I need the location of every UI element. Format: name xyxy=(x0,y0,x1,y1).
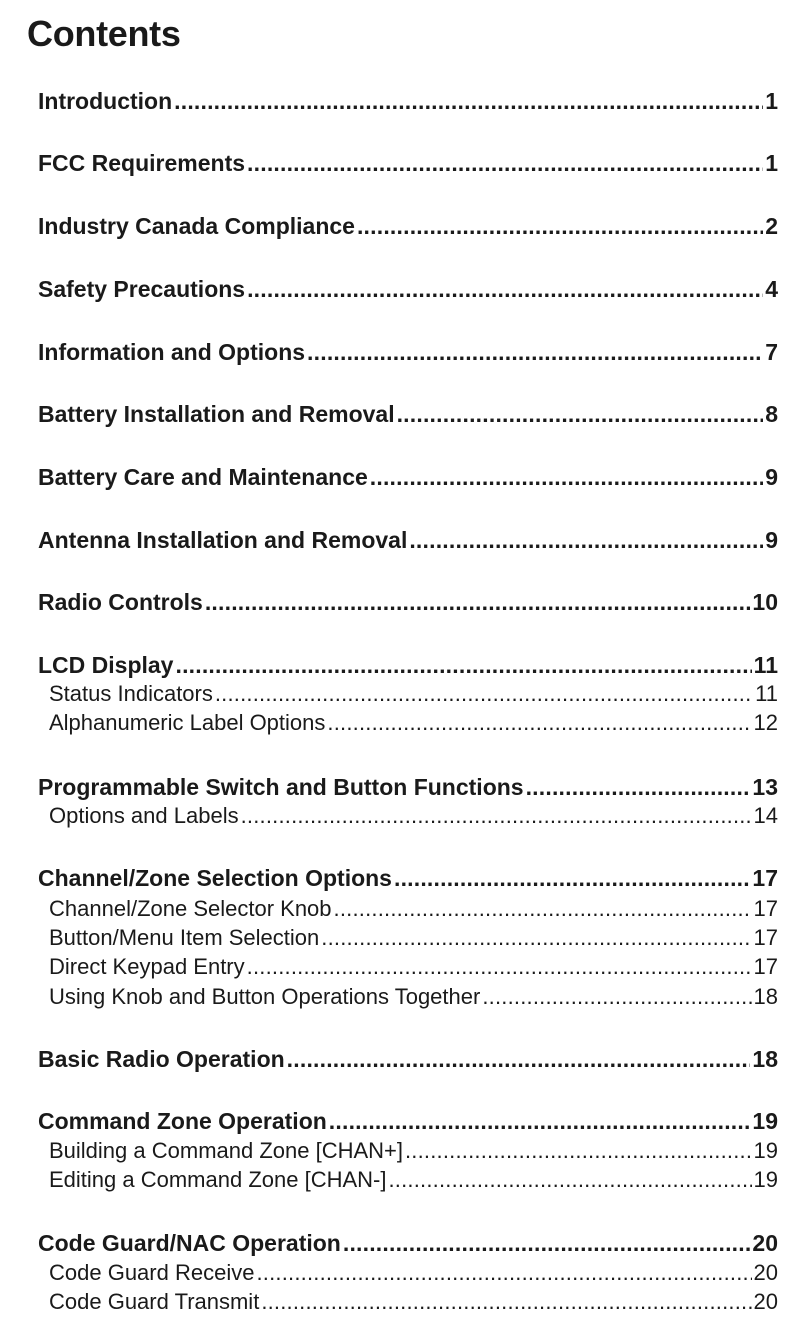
toc-entry-page: 9 xyxy=(765,464,778,490)
toc-subentry-label: Alphanumeric Label Options xyxy=(49,710,326,735)
toc-subentry-code-guard-transmit[interactable] xyxy=(49,1287,778,1316)
page-title: Contents xyxy=(27,13,181,54)
toc-entry-programmable-switch[interactable] xyxy=(38,772,778,802)
toc-subentry-label: Code Guard Receive xyxy=(49,1260,255,1285)
toc-subentry-page: 19 xyxy=(753,1138,778,1163)
toc-entry-lcd-display[interactable] xyxy=(38,650,778,680)
toc-entry-label: Radio Controls xyxy=(38,589,203,615)
toc-subentry-page: 17 xyxy=(753,925,778,950)
toc-entry-label: Basic Radio Operation xyxy=(38,1046,285,1072)
toc-subentry-code-guard-receive[interactable] xyxy=(49,1258,778,1287)
toc-entry-page: 11 xyxy=(753,652,778,678)
dot-leader xyxy=(175,650,751,680)
toc-entry-page: 1 xyxy=(765,150,778,176)
dot-leader xyxy=(241,801,752,830)
toc-subentry-label: Direct Keypad Entry xyxy=(49,954,245,979)
toc-entry-safety-precautions[interactable] xyxy=(38,274,778,304)
toc-entry-page: 7 xyxy=(765,339,778,365)
toc-entry-introduction[interactable] xyxy=(38,86,778,116)
dot-leader xyxy=(247,952,752,981)
toc-entry-page: 17 xyxy=(752,865,778,891)
dot-leader xyxy=(205,587,751,617)
toc-entry-page: 8 xyxy=(765,401,778,427)
dot-leader xyxy=(482,982,751,1011)
dot-leader xyxy=(287,1044,751,1074)
dot-leader xyxy=(394,863,750,893)
toc-entry-label: FCC Requirements xyxy=(38,150,246,176)
dot-leader xyxy=(247,274,763,304)
toc-entry-basic-radio-operation[interactable] xyxy=(38,1044,778,1074)
toc-entry-code-guard[interactable] xyxy=(38,1228,778,1258)
toc-subentry-label: Using Knob and Button Operations Together xyxy=(49,984,481,1009)
dot-leader xyxy=(334,894,752,923)
toc-entry-page: 13 xyxy=(752,774,778,800)
dot-leader xyxy=(409,525,763,555)
toc-entry-page: 9 xyxy=(765,527,778,553)
toc-subentry-knob-button-together[interactable] xyxy=(49,982,778,1011)
toc-subentry-label: Button/Menu Item Selection xyxy=(49,925,320,950)
toc-entry-label: Channel/Zone Selection Options xyxy=(38,865,392,891)
toc-subentry-page: 20 xyxy=(753,1289,778,1314)
dot-leader xyxy=(261,1287,751,1316)
toc-entry-label: Introduction xyxy=(38,88,173,114)
dot-leader xyxy=(343,1228,751,1258)
toc-entry-label: Command Zone Operation xyxy=(38,1108,327,1134)
toc-subentry-direct-keypad[interactable] xyxy=(49,952,778,981)
toc-subentry-selector-knob[interactable] xyxy=(49,894,778,923)
toc-subentry-editing-command-zone[interactable] xyxy=(49,1165,778,1194)
toc-subentry-label: Status Indicators xyxy=(49,681,213,706)
toc-entry-label: Battery Care and Maintenance xyxy=(38,464,368,490)
dot-leader xyxy=(247,148,763,178)
dot-leader xyxy=(215,679,753,708)
toc-entry-page: 19 xyxy=(752,1108,778,1134)
dot-leader xyxy=(370,462,763,492)
toc-subentry-page: 20 xyxy=(753,1260,778,1285)
toc-entry-information-options[interactable] xyxy=(38,337,778,367)
dot-leader xyxy=(174,86,763,116)
toc-subentry-page: 17 xyxy=(753,896,778,921)
toc-subentry-label: Channel/Zone Selector Knob xyxy=(49,896,332,921)
toc-subentry-page: 18 xyxy=(753,984,778,1009)
toc-entry-antenna[interactable] xyxy=(38,525,778,555)
toc-entry-label: Battery Installation and Removal xyxy=(38,401,395,427)
dot-leader xyxy=(397,399,764,429)
toc-subentry-button-menu[interactable] xyxy=(49,923,778,952)
dot-leader xyxy=(307,337,763,367)
dot-leader xyxy=(388,1165,751,1194)
dot-leader xyxy=(327,708,751,737)
toc-subentry-alphanumeric-label[interactable] xyxy=(49,708,778,737)
dot-leader xyxy=(526,772,751,802)
toc-subentry-status-indicators[interactable] xyxy=(49,679,778,708)
toc-entry-channel-zone-selection[interactable] xyxy=(38,863,778,893)
toc-subentry-page: 11 xyxy=(755,681,778,706)
toc-entry-fcc-requirements[interactable] xyxy=(38,148,778,178)
toc-entry-label: Industry Canada Compliance xyxy=(38,213,355,239)
toc-entry-label: Information and Options xyxy=(38,339,306,365)
dot-leader xyxy=(405,1136,752,1165)
toc-entry-label: Antenna Installation and Removal xyxy=(38,527,408,553)
toc-entry-label: Code Guard/NAC Operation xyxy=(38,1230,341,1256)
toc-subentry-label: Building a Command Zone [CHAN+] xyxy=(49,1138,403,1163)
dot-leader xyxy=(321,923,751,952)
toc-entry-page: 20 xyxy=(752,1230,778,1256)
toc-subentry-label: Options and Labels xyxy=(49,803,239,828)
dot-leader xyxy=(357,211,763,241)
toc-subentry-page: 19 xyxy=(753,1167,778,1192)
toc-entry-label: LCD Display xyxy=(38,652,174,678)
toc-entry-page: 18 xyxy=(752,1046,778,1072)
toc-entry-command-zone[interactable] xyxy=(38,1106,778,1136)
toc-subentry-label: Code Guard Transmit xyxy=(49,1289,260,1314)
dot-leader xyxy=(256,1258,751,1287)
toc-entry-page: 4 xyxy=(765,276,778,302)
toc-entry-battery-installation[interactable] xyxy=(38,399,778,429)
toc-subentry-building-command-zone[interactable] xyxy=(49,1136,778,1165)
toc-subentry-page: 17 xyxy=(753,954,778,979)
toc-subentry-options-labels[interactable] xyxy=(49,801,778,830)
toc-entry-radio-controls[interactable] xyxy=(38,587,778,617)
toc-entry-page: 10 xyxy=(752,589,778,615)
dot-leader xyxy=(329,1106,751,1136)
toc-subentry-page: 14 xyxy=(753,803,778,828)
toc-subentry-page: 12 xyxy=(753,710,778,735)
toc-entry-page: 2 xyxy=(765,213,778,239)
toc-entry-page: 1 xyxy=(765,88,778,114)
toc-subentry-label: Editing a Command Zone [CHAN-] xyxy=(49,1167,387,1192)
toc-entry-label: Programmable Switch and Button Functions xyxy=(38,774,524,800)
toc-entry-label: Safety Precautions xyxy=(38,276,246,302)
toc-entry-industry-canada[interactable] xyxy=(38,211,778,241)
toc-entry-battery-care[interactable] xyxy=(38,462,778,492)
